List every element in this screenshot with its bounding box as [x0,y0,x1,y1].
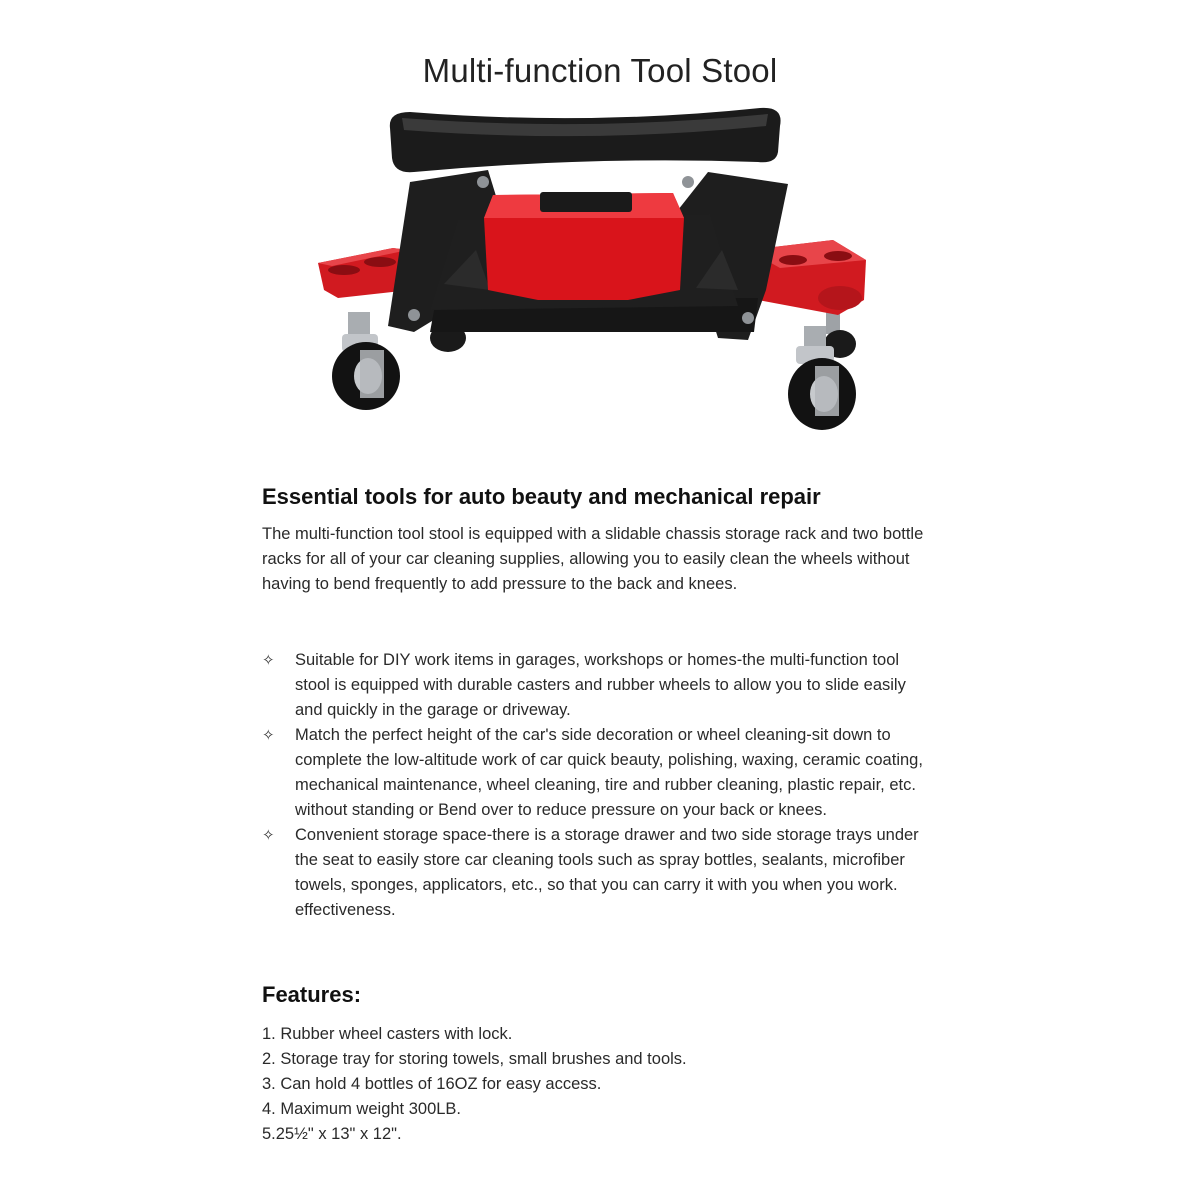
benefit-list [262,648,932,923]
feature-item: 1. Rubber wheel casters with lock. [262,1025,513,1043]
list-item [262,823,932,923]
section-heading: Essential tools for auto beauty and mechanical repair [262,484,821,509]
storage-drawer [484,192,684,300]
front-left-caster [332,312,400,410]
seat-cushion [390,108,781,172]
feature-item: 5.25½" x 13" x 12". [262,1125,402,1143]
list-item-text: Convenient storage space-there is a storage drawer and two side storage trays under the seat to easily store car cleaning tools such as spray bottles, sealants, microfiber towels, sponges, applicators, etc., so that you can carry it with you when you work. effectiveness. [295,826,919,919]
list-item [262,648,932,723]
sparkle-bullet-icon: ✧ [262,827,275,844]
tool-stool-illustration [318,100,878,445]
feature-item: 4. Maximum weight 300LB. [262,1100,462,1118]
feature-item: 3. Can hold 4 bottles of 16OZ for easy access. [262,1075,602,1093]
list-item [262,723,932,823]
list-item-text: Suitable for DIY work items in garages, workshops or homes-the multi-function tool stool is equipped with durable casters and rubber wheels to allow you to slide easily and quickly in the garage or driveway. [295,651,906,719]
sparkle-bullet-icon: ✧ [262,652,275,669]
page-title: Multi-function Tool Stool [422,52,778,89]
intro-paragraph: The multi-function tool stool is equipped with a slidable chassis storage rack and two bottle racks for all of your car cleaning supplies, allowing you to easily clean the wheels without having to bend frequently to add pressure to the back and knees. [262,525,924,593]
features-heading: Features: [262,982,362,1007]
features-list [262,1022,902,1147]
sparkle-bullet-icon: ✧ [262,727,275,744]
feature-item: 2. Storage tray for storing towels, small brushes and tools. [262,1050,687,1068]
list-item-text: Match the perfect height of the car's side decoration or wheel cleaning-sit down to complete the low-altitude work of car quick beauty, polishing, waxing, ceramic coating, mechanical maintenance, wheel cleaning, tire and rubber cleaning, plastic repair, etc. without standing or Bend over to reduce pressure on your back or knees. [295,726,923,819]
